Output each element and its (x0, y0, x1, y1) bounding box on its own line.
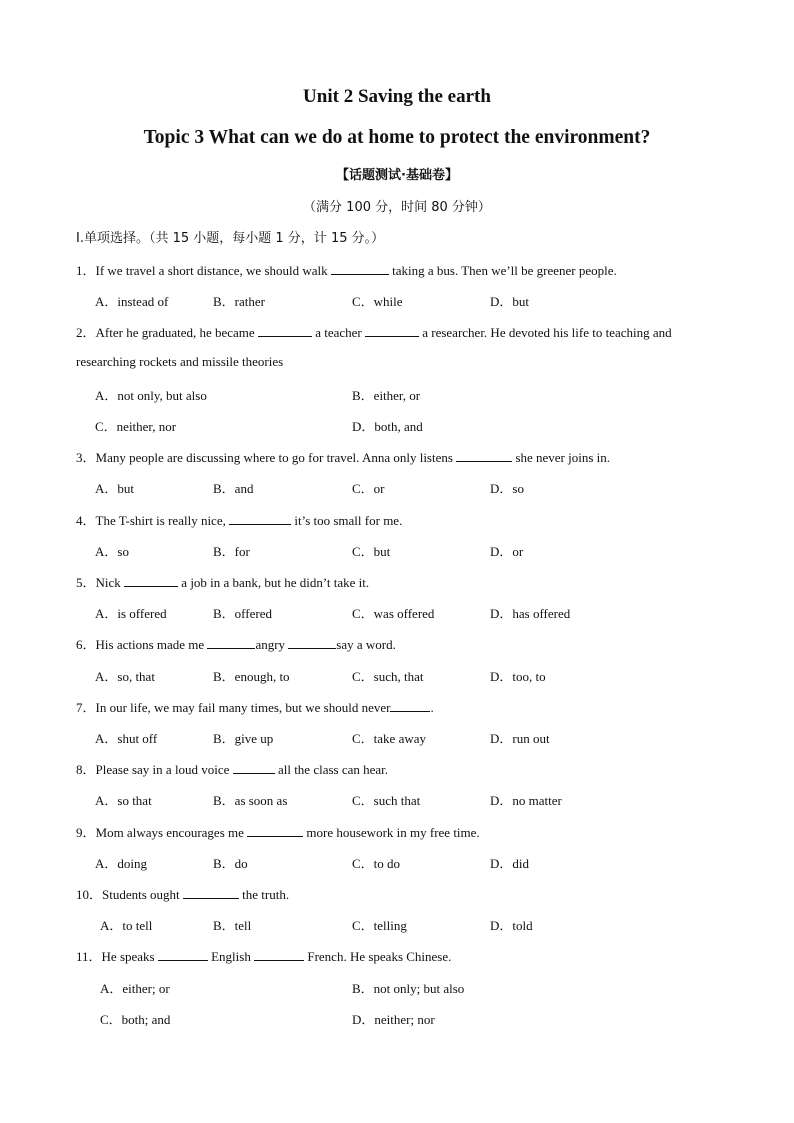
option-a: A．so that (95, 793, 152, 808)
option-c: C．but (352, 544, 391, 559)
option-c: C．was offered (352, 606, 435, 621)
option-b: B．offered (213, 606, 272, 621)
question-text: The T-shirt is really nice, (95, 513, 230, 528)
option-d: D．neither; nor (352, 1012, 435, 1027)
question-text: Many people are discussing where to go for travel. Anna only listens (95, 450, 457, 465)
question-number: 6． (76, 637, 96, 652)
option-d: D．too, to (490, 669, 546, 684)
question-text: all the class can hear. (274, 762, 389, 777)
answer-blank (365, 324, 419, 337)
question-2-continued: researching rockets and missile theories (76, 354, 284, 369)
unit-title: Unit 2 Saving the earth (303, 86, 491, 107)
question-text: say a word. (336, 637, 396, 652)
option-c: C．while (352, 294, 403, 309)
question-number: 1． (76, 263, 96, 278)
question-text: In our life, we may fail many times, but we should never (95, 700, 391, 715)
question-2 (76, 322, 672, 341)
option-a: A．but (95, 481, 135, 496)
question-text: Mom always encourages me (95, 825, 248, 840)
question-9 (76, 822, 480, 841)
answer-blank (456, 449, 512, 462)
option-a: A．either; or (100, 981, 170, 996)
question-11 (76, 946, 451, 965)
question-text: He speaks (101, 949, 158, 964)
question-number: 3． (76, 450, 96, 465)
question-text: taking a bus. Then we’ll be greener people. (388, 263, 617, 278)
question-number: 9． (76, 825, 96, 840)
option-c: C．telling (352, 918, 407, 933)
score-time-note: （满分 100 分，时间 80 分钟） (303, 200, 491, 215)
question-number: 4． (76, 513, 96, 528)
option-a: A．doing (95, 856, 148, 871)
question-1 (76, 260, 617, 279)
option-d: D．has offered (490, 606, 571, 621)
option-b: B．rather (213, 294, 265, 309)
option-a: A．shut off (95, 731, 158, 746)
option-d: D．run out (490, 731, 550, 746)
section-heading: I.单项选择。（共 15 小题，每小题 1 分，计 15 分。） (76, 231, 385, 246)
answer-blank (288, 636, 336, 649)
answer-blank (158, 948, 208, 961)
question-text: . (430, 700, 434, 715)
answer-blank (229, 512, 291, 525)
option-a: A．so, that (95, 669, 155, 684)
answer-blank (331, 262, 389, 275)
answer-blank (207, 636, 255, 649)
question-4 (76, 510, 402, 529)
option-a: A．to tell (100, 918, 153, 933)
option-b: B．give up (213, 731, 274, 746)
question-text: a teacher (311, 325, 365, 340)
answer-blank (254, 948, 304, 961)
option-c: C．or (352, 481, 385, 496)
question-number: 11． (76, 949, 102, 964)
question-text: Students ought (102, 887, 183, 902)
question-text: angry (255, 637, 289, 652)
answer-blank (258, 324, 312, 337)
question-text: she never joins in. (512, 450, 611, 465)
question-number: 10． (76, 887, 103, 902)
question-text: it’s too small for me. (291, 513, 403, 528)
option-d: D．but (490, 294, 530, 309)
question-text: more housework in my free time. (303, 825, 480, 840)
answer-blank (183, 886, 239, 899)
option-a: A．so (95, 544, 129, 559)
question-text: the truth. (238, 887, 290, 902)
question-number: 2． (76, 325, 96, 340)
option-b: B．and (213, 481, 254, 496)
option-c: C．such, that (352, 669, 424, 684)
topic-title: Topic 3 What can we do at home to protect the environment? (143, 127, 651, 148)
question-text: Nick (95, 575, 125, 590)
option-b: B．not only; but also (352, 981, 465, 996)
option-b: B．as soon as (213, 793, 288, 808)
option-c: C．both; and (100, 1012, 171, 1027)
question-text: After he graduated, he became (95, 325, 258, 340)
question-7 (76, 697, 434, 716)
question-10 (76, 884, 289, 903)
option-d: D．no matter (490, 793, 562, 808)
option-d: D．did (490, 856, 530, 871)
option-a: A．instead of (95, 294, 169, 309)
question-text: French. He speaks Chinese. (304, 949, 452, 964)
option-b: B．for (213, 544, 250, 559)
question-3 (76, 447, 610, 466)
option-b: B．tell (213, 918, 252, 933)
option-c: C．neither, nor (95, 419, 177, 434)
option-b: B．either, or (352, 388, 421, 403)
question-number: 8． (76, 762, 96, 777)
question-8 (76, 759, 388, 778)
question-text: English (207, 949, 255, 964)
question-text: Please say in a loud voice (95, 762, 233, 777)
question-text: If we travel a short distance, we should walk (95, 263, 331, 278)
option-d: D．told (490, 918, 533, 933)
option-b: B．do (213, 856, 248, 871)
option-a: A．is offered (95, 606, 167, 621)
question-number: 7． (76, 700, 96, 715)
option-d: D．or (490, 544, 524, 559)
test-subtitle: 【话题测试·基础卷】 (336, 168, 458, 183)
option-c: C．take away (352, 731, 427, 746)
option-d: D．so (490, 481, 524, 496)
question-5 (76, 572, 369, 591)
option-d: D．both, and (352, 419, 423, 434)
question-6 (76, 634, 396, 653)
answer-blank (233, 761, 275, 774)
answer-blank (390, 699, 430, 712)
option-c: C．such that (352, 793, 421, 808)
question-number: 5． (76, 575, 96, 590)
question-text: His actions made me (95, 637, 208, 652)
option-c: C．to do (352, 856, 401, 871)
question-text: a job in a bank, but he didn’t take it. (178, 575, 370, 590)
option-b: B．enough, to (213, 669, 290, 684)
option-a: A．not only, but also (95, 388, 207, 403)
answer-blank (247, 824, 303, 837)
question-text: a researcher. He devoted his life to teaching and (418, 325, 672, 340)
answer-blank (124, 574, 178, 587)
